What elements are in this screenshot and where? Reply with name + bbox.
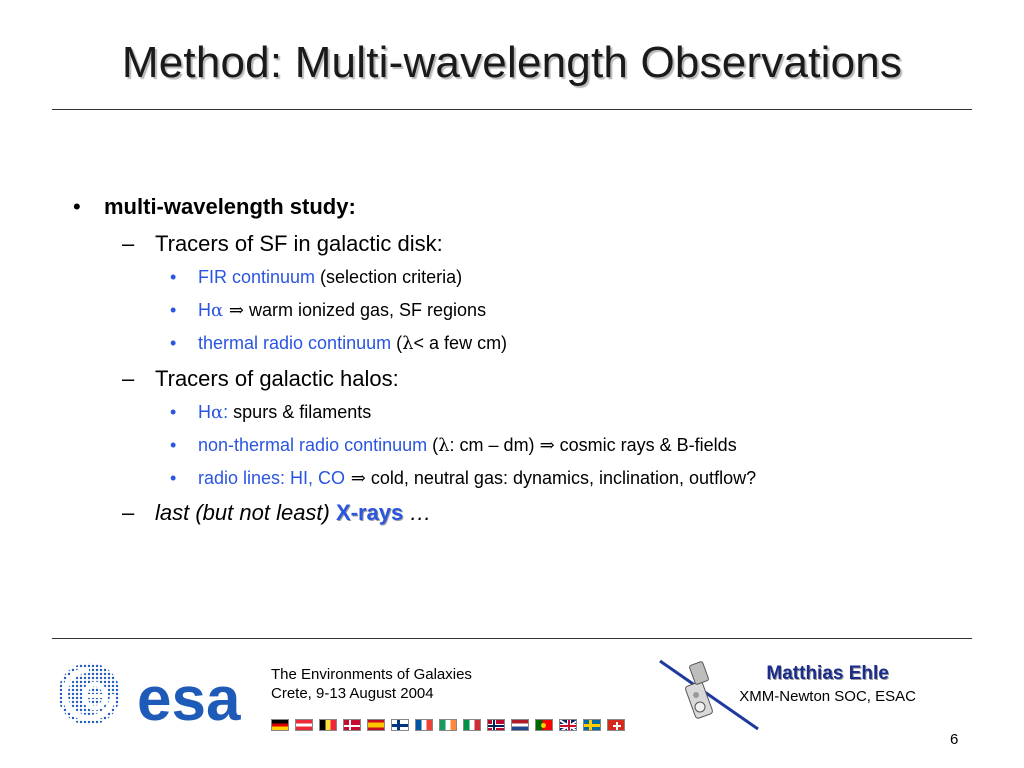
member-flags [271, 719, 625, 733]
flag-finland-icon [391, 719, 409, 731]
item-halpha-h: H [198, 300, 211, 320]
dash-mark: – [122, 366, 135, 391]
lambda-symbol: λ [438, 435, 450, 456]
esa-emblem-icon [58, 663, 120, 725]
item-halpha-halo [170, 402, 372, 423]
item-nonthermal-highlight: non-thermal radio continuum [198, 435, 428, 455]
flag-denmark-icon [343, 719, 361, 731]
footer-divider [52, 638, 972, 639]
conference-place-date: Crete, 9-13 August 2004 [271, 685, 434, 702]
implies-arrow: ⇒ [539, 435, 555, 456]
dot-mark: • [170, 267, 177, 287]
item-halpha-text: warm ionized gas, SF regions [243, 300, 487, 320]
ellipsis: … [403, 500, 432, 525]
dot-mark: • [170, 402, 177, 422]
item-radio-lines-text: cold, neutral gas: dynamics, inclination, outflow? [365, 468, 757, 488]
bullet-xrays [122, 500, 432, 526]
dash-mark: – [122, 231, 135, 256]
last-not-least-text: last (but not least) [155, 500, 336, 525]
esa-logo [55, 660, 265, 728]
item-thermal-text: < a few cm) [413, 333, 508, 353]
bullet-mark: • [73, 194, 81, 219]
alpha-symbol: α [211, 300, 224, 321]
item-nonthermal-text: cosmic rays & B-fields [554, 435, 737, 455]
flag-ireland-icon [439, 719, 457, 731]
flag-belgium-icon [319, 719, 337, 731]
item-halpha-halo-text: spurs & filaments [228, 402, 372, 422]
bullet-main [73, 194, 356, 220]
dot-mark: • [170, 333, 177, 353]
flag-france-icon [415, 719, 433, 731]
item-halpha-disk [170, 300, 487, 321]
author-affiliation: XMM-Newton SOC, ESAC [739, 688, 916, 705]
paren-open: ( [391, 333, 403, 353]
wavelength-range: : cm – dm) [449, 435, 540, 455]
dot-mark: • [170, 300, 177, 320]
flag-sweden-icon [583, 719, 601, 731]
item-fir-highlight: FIR continuum [198, 267, 316, 287]
implies-arrow: ⇒ [223, 300, 244, 321]
bullet-sf-disk [122, 231, 443, 257]
flag-spain-icon [367, 719, 385, 731]
item-halpha-halo-h: H [198, 402, 211, 422]
colon: : [223, 402, 229, 422]
flag-italy-icon [463, 719, 481, 731]
page-number: 6 [950, 731, 959, 748]
conference-title: The Environments of Galaxies [271, 666, 472, 683]
item-nonthermal-radio [170, 435, 737, 456]
paren-open: ( [427, 435, 439, 455]
item-fir [170, 267, 463, 288]
halos-label: Tracers of galactic halos: [155, 366, 399, 391]
dash-mark: – [122, 500, 135, 525]
item-radio-lines-highlight: radio lines: HI, CO [198, 468, 346, 488]
lambda-symbol: λ [402, 333, 414, 354]
implies-arrow: ⇒ [345, 468, 366, 489]
slide-title: Method: Multi-wavelength Observations [121, 38, 903, 87]
dot-mark: • [170, 435, 177, 455]
item-radio-lines [170, 468, 757, 489]
bullet-halos [122, 366, 399, 392]
author-block [739, 663, 916, 705]
flag-switzerland-icon [607, 719, 625, 731]
bullet-main-text: multi-wavelength study: [104, 194, 356, 219]
item-thermal-highlight: thermal radio continuum [198, 333, 392, 353]
xrays-highlight: X-rays [335, 500, 404, 525]
esa-wordmark: esa [137, 665, 241, 728]
sf-disk-label: Tracers of SF in galactic disk: [155, 231, 443, 256]
author-name: Matthias Ehle [766, 663, 889, 684]
alpha-symbol: α [211, 402, 224, 423]
conference-info [271, 665, 472, 703]
flag-austria-icon [295, 719, 313, 731]
flag-norway-icon [487, 719, 505, 731]
dot-mark: • [170, 468, 177, 488]
title-divider [52, 109, 972, 110]
item-fir-text: (selection criteria) [315, 267, 463, 287]
flag-germany-icon [271, 719, 289, 731]
item-thermal-radio [170, 333, 508, 354]
flag-portugal-icon [535, 719, 553, 731]
flag-united-kingdom-icon [559, 719, 577, 731]
flag-netherlands-icon [511, 719, 529, 731]
